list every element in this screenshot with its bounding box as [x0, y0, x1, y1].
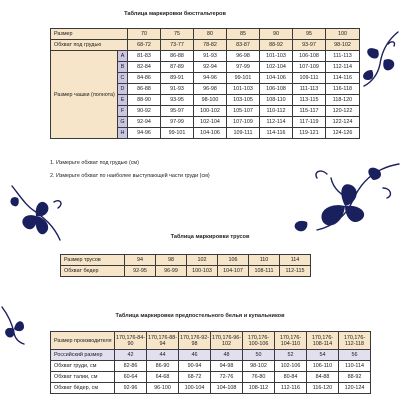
bra-cup-cell: 91-93 — [161, 84, 194, 95]
bra-cup-cell: 99-101 — [227, 73, 260, 84]
bra-header-row — [51, 29, 360, 40]
swim-row — [51, 361, 371, 372]
floral-ornament-icon — [0, 305, 28, 345]
bra-cup-cell: 96-98 — [227, 51, 260, 62]
bra-underbust-cell: 78-82 — [194, 40, 227, 51]
bra-underbust-cell: 98-102 — [326, 40, 360, 51]
panties-size-cell: 102 — [187, 255, 218, 266]
bra-cup-cell: 91-93 — [194, 51, 227, 62]
bra-size-label: Размер — [51, 29, 128, 40]
bra-underbust-label: Обхват под грудью — [51, 40, 128, 51]
panties-hips-cell: 108-111 — [249, 266, 280, 277]
panties-size-label: Размер трусов — [61, 255, 125, 266]
floral-ornament-icon — [283, 160, 400, 235]
bra-cup-label: Размер чашки (полнота) — [51, 51, 118, 139]
swim-cell: 84-88 — [307, 372, 339, 383]
bra-size-table — [50, 28, 360, 139]
bra-cup-cell: 116-118 — [326, 84, 360, 95]
bra-cup-cell: 88-90 — [128, 95, 161, 106]
bra-table-title: Таблица маркировки бюстгальтеров — [124, 11, 226, 17]
swim-table-title: Таблица маркировки предпостельного белья и купальников — [115, 313, 285, 319]
bra-cup-cell: 108-110 — [260, 95, 293, 106]
bra-cup-cell: 86-88 — [161, 51, 194, 62]
bra-cup-cell: 102-104 — [194, 117, 227, 128]
bra-cup-cell: 93-95 — [161, 95, 194, 106]
panties-hips-cell: 100-103 — [187, 266, 218, 277]
swim-header-cell: 170,176-112-118 — [339, 332, 371, 350]
bra-cup-cell: 105-107 — [227, 106, 260, 117]
bra-size-cell: 95 — [293, 29, 326, 40]
panties-size-cell: 98 — [156, 255, 187, 266]
bra-cup-cell: 101-103 — [227, 84, 260, 95]
bra-cup-cell: 114-116 — [260, 128, 293, 139]
bra-cup-cell: 110-112 — [260, 106, 293, 117]
bra-cup-letter: F — [118, 106, 128, 117]
bra-cup-cell: 92-94 — [128, 117, 161, 128]
swim-cell: 46 — [179, 350, 211, 361]
swim-header-label: Размер производителя — [51, 332, 115, 350]
swim-cell: 42 — [115, 350, 147, 361]
bra-underbust-row — [51, 40, 360, 51]
bra-cup-cell: 106-108 — [260, 84, 293, 95]
bra-underbust-cell: 68-72 — [128, 40, 161, 51]
bra-cup-cell: 112-114 — [260, 117, 293, 128]
measurement-notes — [50, 157, 210, 183]
bra-cup-cell: 95-97 — [161, 106, 194, 117]
bra-cup-letter: B — [118, 62, 128, 73]
bra-size-cell: 80 — [194, 29, 227, 40]
swim-cell: 52 — [275, 350, 307, 361]
bra-underbust-cell: 83-87 — [227, 40, 260, 51]
swim-cell: 108-112 — [243, 383, 275, 394]
bra-underbust-cell: 88-92 — [260, 40, 293, 51]
bra-cup-letter: E — [118, 95, 128, 106]
swim-cell: 72-76 — [211, 372, 243, 383]
swim-cell: 56 — [339, 350, 371, 361]
swim-cell: 116-120 — [307, 383, 339, 394]
bra-cup-cell: 84-86 — [128, 73, 161, 84]
bra-cup-cell: 89-91 — [161, 73, 194, 84]
swim-cell: 94-98 — [211, 361, 243, 372]
swim-cell: 86-90 — [147, 361, 179, 372]
panties-hips-cell: 92-95 — [125, 266, 156, 277]
bra-cup-cell: 86-88 — [128, 84, 161, 95]
bra-cup-cell: 111-113 — [293, 84, 326, 95]
bra-cup-cell: 102-104 — [260, 62, 293, 73]
swim-cell: 68-72 — [179, 372, 211, 383]
swim-cell: 80-84 — [275, 372, 307, 383]
swim-row-label: Обхват бёдер, см — [51, 383, 115, 394]
panties-hips-row — [61, 266, 311, 277]
swim-cell: 104-108 — [211, 383, 243, 394]
swim-header-row — [51, 332, 371, 350]
bra-cup-cell: 118-120 — [326, 95, 360, 106]
bra-cup-cell: 81-83 — [128, 51, 161, 62]
bra-cup-letter: D — [118, 84, 128, 95]
bra-cup-cell: 96-98 — [194, 84, 227, 95]
swim-cell: 44 — [147, 350, 179, 361]
swim-cell: 76-80 — [243, 372, 275, 383]
bra-cup-cell: 111-113 — [326, 51, 360, 62]
panties-size-cell: 94 — [125, 255, 156, 266]
bra-size-cell: 90 — [260, 29, 293, 40]
panties-size-table — [60, 254, 311, 277]
swim-header-cell: 170,176-100-106 — [243, 332, 275, 350]
bra-cup-cell: 90-92 — [128, 106, 161, 117]
bra-size-cell: 85 — [227, 29, 260, 40]
swim-cell: 90-94 — [179, 361, 211, 372]
swim-cell: 98-102 — [243, 361, 275, 372]
floral-ornament-icon — [8, 182, 64, 244]
swim-cell: 102-106 — [275, 361, 307, 372]
swim-row — [51, 372, 371, 383]
panties-hips-cell: 96-99 — [156, 266, 187, 277]
swim-row — [51, 383, 371, 394]
swim-cell: 48 — [211, 350, 243, 361]
panties-size-cell: 114 — [280, 255, 311, 266]
swim-cell: 100-104 — [179, 383, 211, 394]
swim-cell: 82-86 — [115, 361, 147, 372]
swim-cell: 50 — [243, 350, 275, 361]
note-item: 2. Измерьте обхват по наиболее выступающей части груди (см) — [50, 173, 210, 179]
swim-cell: 110-114 — [339, 361, 371, 372]
bra-cup-letter: C — [118, 73, 128, 84]
swim-cell: 120-124 — [339, 383, 371, 394]
bra-cup-cell: 100-102 — [194, 106, 227, 117]
bra-cup-cell: 107-109 — [227, 117, 260, 128]
swim-cell: 112-116 — [275, 383, 307, 394]
bra-cup-cell: 87-89 — [161, 62, 194, 73]
note-item: 1. Измерьте обхват под грудью (см) — [50, 160, 139, 166]
bra-cup-cell: 107-109 — [293, 62, 326, 73]
bra-underbust-cell: 73-77 — [161, 40, 194, 51]
bra-cup-cell: 117-119 — [293, 117, 326, 128]
bra-size-cell: 75 — [161, 29, 194, 40]
bra-cup-cell: 94-96 — [194, 73, 227, 84]
bra-cup-cell: 99-101 — [161, 128, 194, 139]
panties-hips-cell: 104-107 — [218, 266, 249, 277]
swim-row — [51, 350, 371, 361]
bra-cup-cell: 104-106 — [260, 73, 293, 84]
swim-cell: 64-68 — [147, 372, 179, 383]
swim-cell: 106-110 — [307, 361, 339, 372]
bra-cup-cell: 113-115 — [293, 95, 326, 106]
bra-cup-cell: 106-108 — [293, 51, 326, 62]
bra-cup-cell: 82-84 — [128, 62, 161, 73]
swim-row-label: Обхват талии, см — [51, 372, 115, 383]
panties-table-title: Таблица маркировки трусов — [170, 234, 250, 240]
swim-header-cell: 170,176-104-110 — [275, 332, 307, 350]
bra-cup-letter: A — [118, 51, 128, 62]
swim-header-cell: 170,176-84-90 — [115, 332, 147, 350]
panties-hips-label: Обхват бедер — [61, 266, 125, 277]
bra-cup-cell: 101-103 — [260, 51, 293, 62]
swim-cell: 88-92 — [339, 372, 371, 383]
swim-header-cell: 170,176-108-114 — [307, 332, 339, 350]
bra-cup-letter: H — [118, 128, 128, 139]
bra-cup-cell: 98-100 — [194, 95, 227, 106]
swim-cell: 60-64 — [115, 372, 147, 383]
bra-cup-cell: 104-106 — [194, 128, 227, 139]
bra-cup-letter: G — [118, 117, 128, 128]
bra-cup-cell: 122-124 — [326, 117, 360, 128]
bra-cup-row — [51, 51, 360, 62]
bra-size-cell: 70 — [128, 29, 161, 40]
bra-cup-cell: 112-114 — [326, 62, 360, 73]
swim-cell: 54 — [307, 350, 339, 361]
swim-header-cell: 170,176-88-94 — [147, 332, 179, 350]
swim-header-cell: 170,176-96-102 — [211, 332, 243, 350]
panties-size-cell: 110 — [249, 255, 280, 266]
bra-size-cell: 100 — [326, 29, 360, 40]
panties-size-row — [61, 255, 311, 266]
swim-size-table — [50, 331, 371, 394]
bra-cup-cell: 115-117 — [293, 106, 326, 117]
bra-cup-cell: 119-121 — [293, 128, 326, 139]
bra-cup-cell: 97-99 — [161, 117, 194, 128]
swim-row-label: Российский размер — [51, 350, 115, 361]
bra-cup-cell: 109-111 — [227, 128, 260, 139]
bra-cup-cell: 92-94 — [194, 62, 227, 73]
swim-cell: 92-96 — [115, 383, 147, 394]
panties-hips-cell: 112-115 — [280, 266, 311, 277]
bra-cup-cell: 109-111 — [293, 73, 326, 84]
bra-underbust-cell: 93-97 — [293, 40, 326, 51]
swim-header-cell: 170,176-92-98 — [179, 332, 211, 350]
bra-cup-cell: 124-126 — [326, 128, 360, 139]
bra-cup-cell: 97-99 — [227, 62, 260, 73]
bra-cup-cell: 114-116 — [326, 73, 360, 84]
bra-cup-cell: 103-105 — [227, 95, 260, 106]
bra-cup-cell: 120-122 — [326, 106, 360, 117]
floral-ornament-icon — [358, 30, 400, 90]
bra-cup-cell: 94-96 — [128, 128, 161, 139]
panties-size-cell: 106 — [218, 255, 249, 266]
swim-row-label: Обхват груди, см — [51, 361, 115, 372]
swim-cell: 96-100 — [147, 383, 179, 394]
